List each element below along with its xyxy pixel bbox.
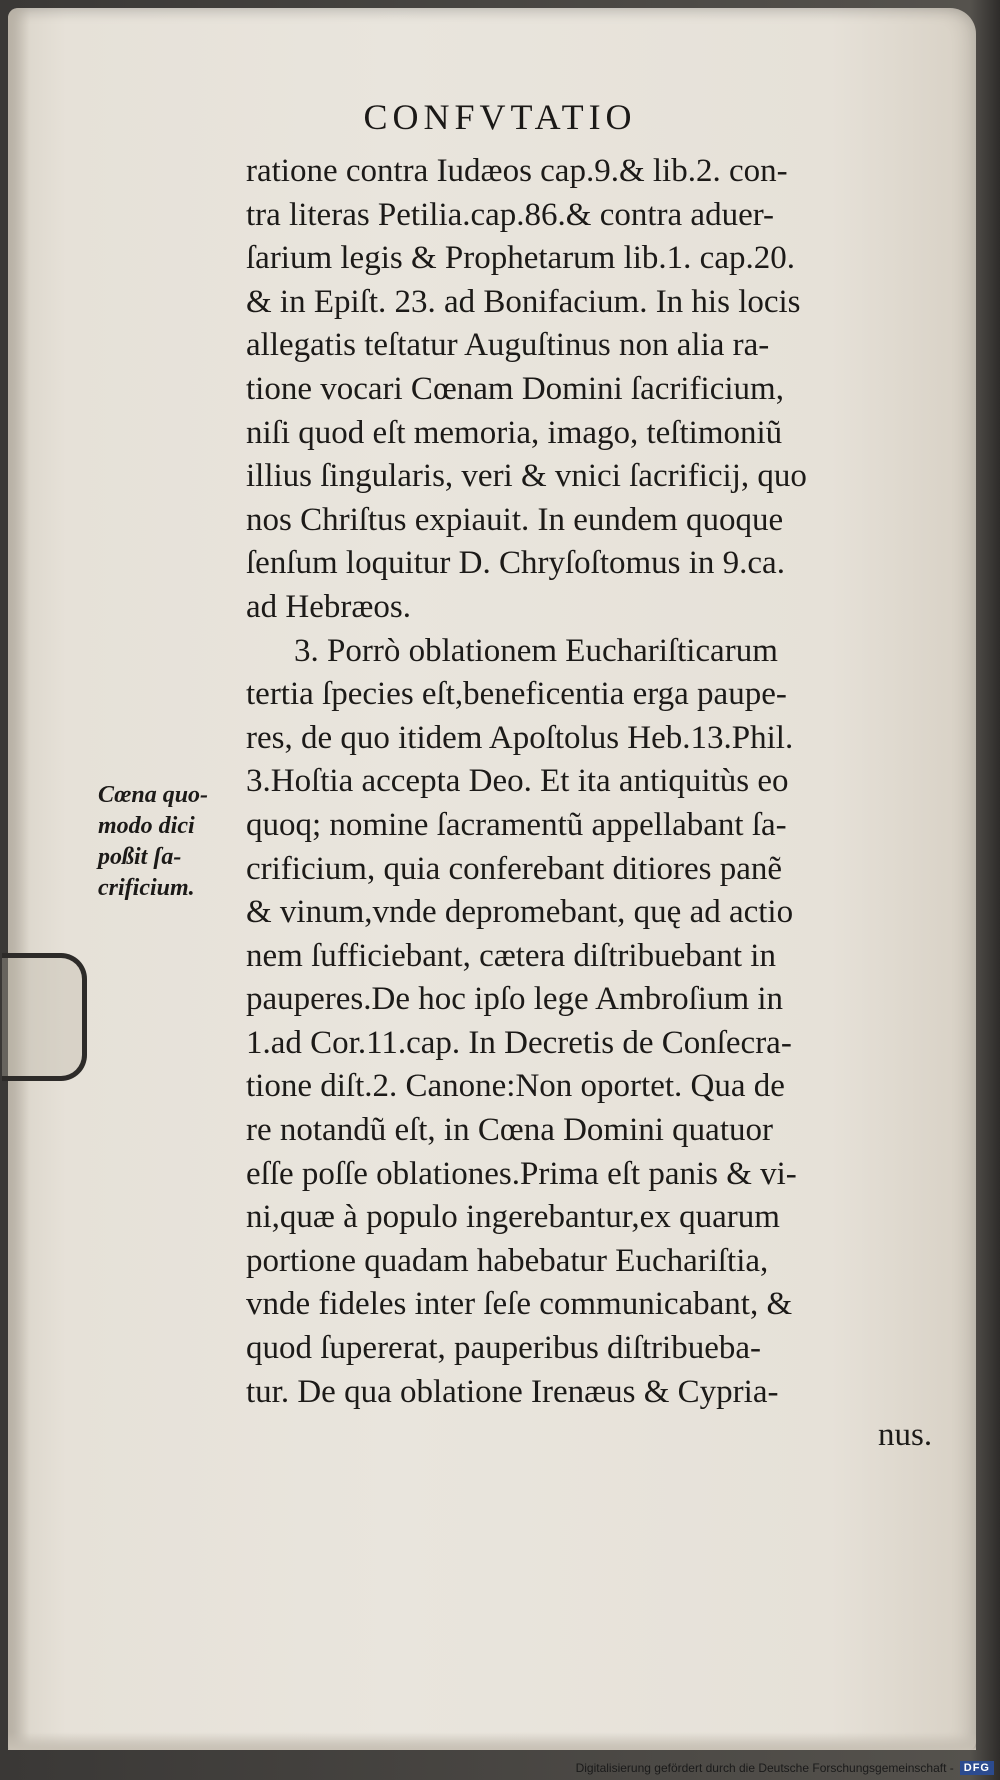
marginal-note-line: modo dici (98, 813, 195, 839)
text-line: nus. (878, 1417, 933, 1454)
marginal-note (98, 780, 246, 904)
text-line: nem ſufficiebant, cætera diſtribuebant in (246, 937, 776, 974)
text-line: tur. De qua oblatione Irenæus & Cypria- (246, 1373, 779, 1410)
text-line: quoq; nomine ſacramentũ appellabant ſa- (246, 806, 787, 843)
digitization-footer (576, 1758, 994, 1778)
page-clip (2, 953, 87, 1081)
text-line: quod ſupererat, pauperibus diſtribueba- (246, 1330, 761, 1367)
text-line: ſenſum loquitur D. Chryſoſtomus in 9.ca. (246, 545, 785, 582)
text-line: portione quadam habebatur Euchariſtia, (246, 1242, 769, 1279)
running-header: CONFVTATIO (363, 97, 637, 137)
text-line: tra literas Petilia.cap.86.& contra aduer- (246, 196, 775, 233)
text-line: eſſe poſſe oblationes.Prima eſt panis & vi- (246, 1155, 797, 1192)
page-gutter-shadow (8, 8, 30, 1750)
dfg-logo: DFG (960, 1761, 994, 1775)
marginal-note-line: Cœna quo- (98, 782, 209, 808)
text-line: illius ſingularis, veri & vnici ſacrificij, quo (246, 458, 807, 495)
text-line: tione diſt.2. Canone:Non oportet. Qua de (246, 1068, 785, 1105)
text-line: tione vocari Cœnam Domini ſacrificium, (246, 370, 784, 407)
text-line: crificium, quia conferebant ditiores panẽ (246, 850, 783, 887)
footer-text: Digitalisierung gefördert durch die Deutsche Forschungsgemeinschaft - (575, 1761, 954, 1775)
marginal-note-line: crificium. (98, 875, 195, 901)
text-line: tertia ſpecies eſt,beneficentia erga paupe- (246, 676, 787, 713)
text-line: res, de quo itidem Apoſtolus Heb.13.Phil. (246, 719, 794, 756)
text-line: pauperes.De hoc ipſo lege Ambroſium in (246, 981, 784, 1018)
page-bottom-edge (8, 1732, 976, 1750)
text-line: vnde fideles inter ſeſe communicabant, & (246, 1286, 793, 1323)
text-line: 3. Porrò oblationem Euchariſticarum (294, 632, 778, 669)
text-line: ad Hebræos. (246, 588, 411, 625)
text-line: 1.ad Cor.11.cap. In Decretis de Conſecra- (246, 1024, 792, 1061)
text-line: ratione contra Iudæos cap.9.& lib.2. con- (246, 153, 788, 189)
text-line: niſi quod eſt memoria, imago, teſtimoniũ (246, 414, 783, 451)
text-line: nos Chriſtus expiauit. In eundem quoque (246, 501, 784, 538)
body-text (246, 150, 951, 1458)
marginal-note-line: poßit ſa- (98, 844, 182, 870)
text-line: & in Epiſt. 23. ad Bonifacium. In his locis (246, 283, 801, 320)
text-line: re notandũ eſt, in Cœna Domini quatuor (246, 1112, 773, 1149)
text-line: allegatis teſtatur Auguſtinus non alia ra- (246, 327, 770, 364)
text-line: 3.Hoſtia accepta Deo. Et ita antiquitùs eo (246, 763, 789, 800)
text-line: ſarium legis & Prophetarum lib.1. cap.20. (246, 240, 795, 277)
text-line: ni,quæ à populo ingerebantur,ex quarum (246, 1199, 780, 1236)
text-line: & vinum,vnde depromebant, quę ad actio (246, 894, 794, 931)
